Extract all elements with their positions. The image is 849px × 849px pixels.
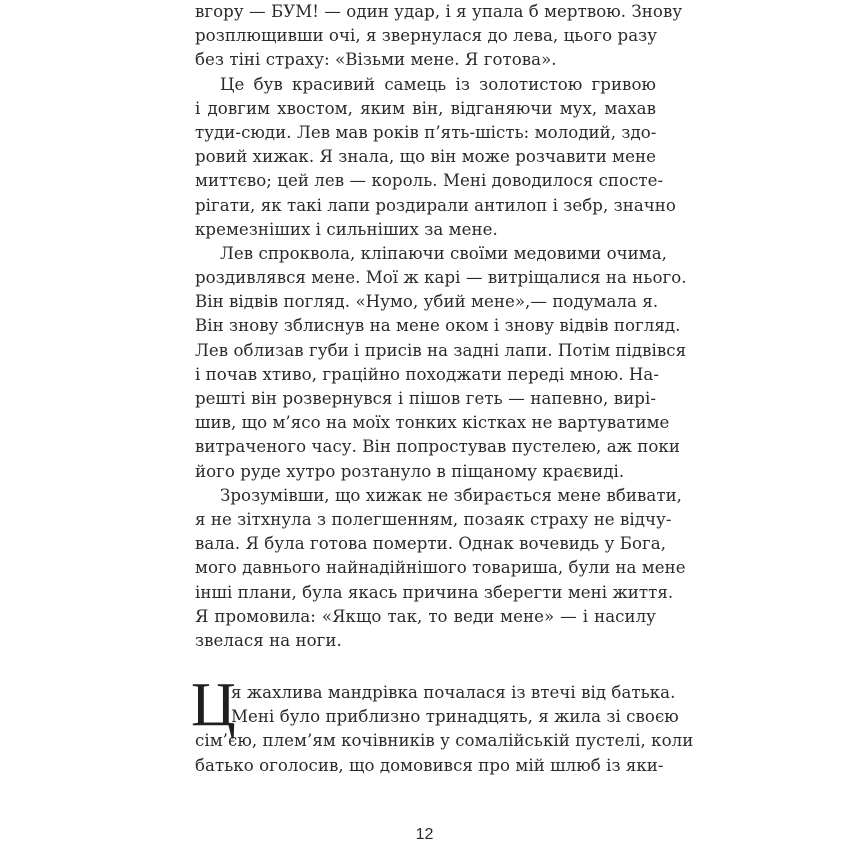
text-line: звелася на ноги.: [195, 630, 342, 650]
paragraph-2: [195, 73, 676, 242]
text-line: Він відвів погляд. «Нумо, убий мене»,— подумала я.: [195, 292, 659, 312]
paragraph-3: [195, 242, 687, 484]
text-line: інші плани, була якась причина зберегти мені життя.: [195, 582, 674, 602]
book-page-text: [191, 0, 694, 778]
text-line: роздивлявся мене. Мої ж карі — витріщалися на нього.: [195, 268, 687, 288]
section-break: [195, 653, 656, 681]
text-line: ровий хижак. Я знала, що він може розчавити мене: [195, 147, 656, 167]
text-line: Мені було приблизно тринадцять, я жила зі своєю: [231, 707, 679, 727]
text-line: і почав хтиво, граційно походжати переді мною. На-: [195, 364, 659, 384]
text-line: вгору — БУМ! — один удар, і я упала б мертвою. Знову: [195, 2, 683, 21]
text-line: мого давнього найнадійнішого товариша, були на мене: [195, 558, 686, 578]
text-line: миттєво; цей лев — король. Мені доводилося спосте-: [195, 171, 664, 191]
text-line: я не зітхнула з полегшенням, позаяк страху не відчу-: [195, 509, 672, 529]
text-line: Лев облизав губи і присів на задні лапи. Потім підвівся: [195, 340, 687, 360]
text-line: Це був красивий самець із золотистою гривою: [220, 74, 656, 94]
text-line: розплющивши очі, я звернулася до лева, цього разу: [195, 26, 658, 46]
text-line: Він знову зблиснув на мене оком і знову відвів погляд.: [195, 316, 681, 336]
text-line: і довгим хвостом, яким він, відганяючи мух, махав: [195, 98, 656, 118]
text-line: Лев спроквола, кліпаючи своїми медовими очима,: [220, 243, 668, 263]
paragraph-1: [195, 0, 683, 73]
text-line: Я промовила: «Якщо так, то веди мене» — і насилу: [195, 606, 656, 626]
text-line: рігати, як такі лапи роздирали антилоп і зебр, значно: [195, 195, 676, 215]
text-line: витраченого часу. Він попростував пустелею, аж поки: [195, 437, 680, 457]
text-line: решті він розвернувся і пішов геть — напевно, вирі-: [195, 389, 656, 408]
text-line: вала. Я була готова померти. Однак вочевидь у Бога,: [195, 534, 667, 554]
text-line: його руде хутро розтануло в піщаному краєвиді.: [195, 461, 625, 481]
section-opening-paragraph: [191, 671, 694, 778]
drop-cap: Ц: [191, 671, 236, 740]
text-line: шив, що м’ясо на моїх тонких кістках не вартуватиме: [195, 413, 670, 433]
text-line: батько оголосив, що домовився про мій шлюб із яки-: [195, 755, 664, 775]
text-line: сім’єю, плем’ям кочівників у сомалійській пустелі, коли: [195, 731, 694, 751]
text-line: без тіні страху: «Візьми мене. Я готова».: [195, 50, 557, 70]
text-line: я жахлива мандрівка почалася із втечі від батька.: [231, 683, 676, 703]
text-line: кремезніших і сильніших за мене.: [195, 219, 498, 239]
page-number: 12: [415, 826, 434, 843]
text-line: туди-сюди. Лев мав років п’ять-шість: молодий, здо-: [195, 122, 657, 142]
paragraph-4: [195, 484, 686, 653]
text-line: Зрозумівши, що хижак не збирається мене вбивати,: [220, 485, 683, 505]
